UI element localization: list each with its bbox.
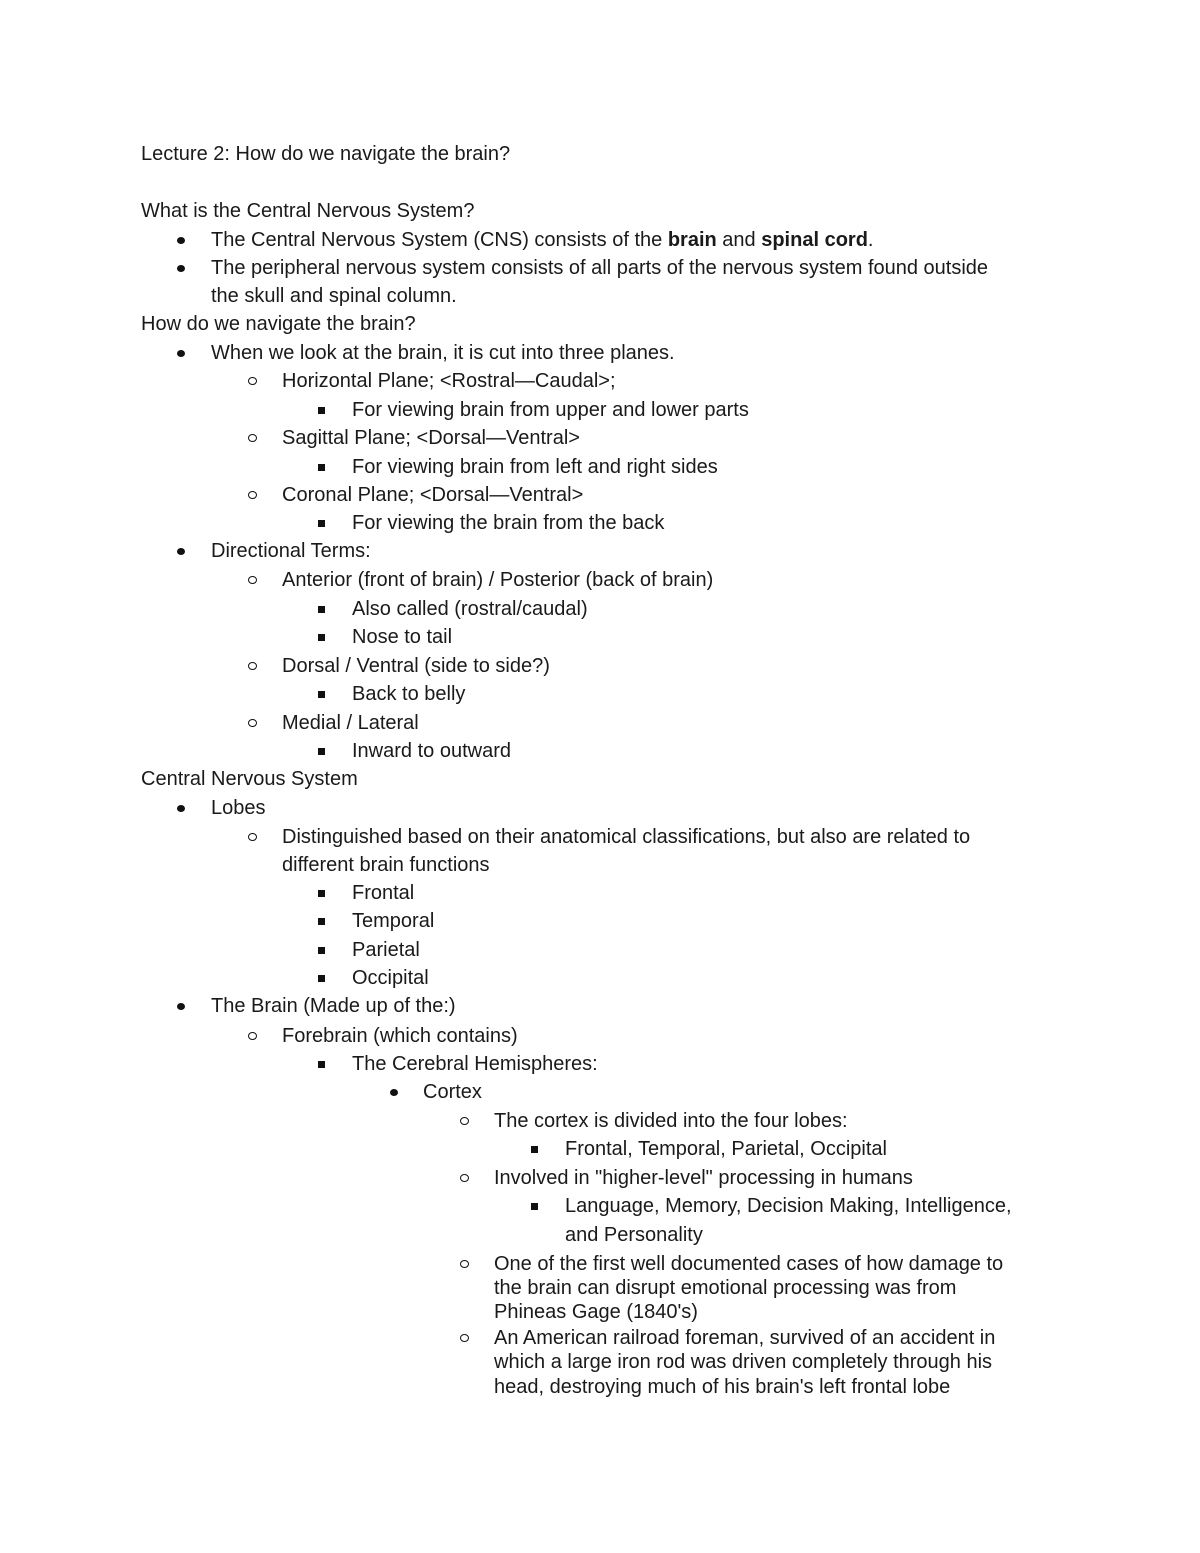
circle-bullet-icon [248, 662, 257, 670]
list-item-occipital: Occipital [352, 967, 429, 989]
list-item-cerebral-hemispheres: The Cerebral Hemispheres: [352, 1053, 598, 1075]
list-item-case-line1: One of the first well documented cases of how damage to [494, 1253, 1004, 1275]
circle-bullet-icon [248, 1032, 257, 1040]
bold-term-spinal-cord: spinal cord [761, 229, 868, 251]
list-item-planes: When we look at the brain, it is cut into three planes. [211, 342, 675, 364]
list-item-anterior-posterior: Anterior (front of brain) / Posterior (back of brain) [282, 569, 714, 591]
square-bullet-icon [531, 1146, 538, 1153]
square-bullet-icon [318, 947, 325, 954]
square-bullet-icon [318, 975, 325, 982]
list-item-dorsal-ventral: Dorsal / Ventral (side to side?) [282, 655, 550, 677]
square-bullet-icon [318, 1061, 325, 1068]
list-item-railroad-line3: head, destroying much of his brain's left frontal lobe [494, 1376, 951, 1398]
list-item-railroad-line1: An American railroad foreman, survived of an accident in [494, 1327, 996, 1349]
circle-bullet-icon [248, 377, 257, 385]
list-item-pns-line2: the skull and spinal column. [211, 285, 457, 307]
square-bullet-icon [318, 748, 325, 755]
square-bullet-icon [318, 520, 325, 527]
circle-bullet-icon [248, 576, 257, 584]
disc-bullet-icon [177, 350, 185, 357]
list-item-pns-line1: The peripheral nervous system consists of all parts of the nervous system found outside [211, 257, 989, 279]
list-item-coronal-plane: Coronal Plane; <Dorsal—Ventral> [282, 484, 584, 506]
circle-bullet-icon [248, 719, 257, 727]
square-bullet-icon [318, 464, 325, 471]
section-heading-central: Central Nervous System [141, 768, 358, 790]
list-item-text: . [867, 229, 874, 251]
list-item-frontal: Frontal [352, 882, 415, 904]
list-item-case-line2: the brain can disrupt emotional processing was from [494, 1277, 957, 1299]
square-bullet-icon [318, 691, 325, 698]
list-item-cortex-lobes: Frontal, Temporal, Parietal, Occipital [565, 1138, 887, 1160]
section-heading-navigate: How do we navigate the brain? [141, 313, 416, 335]
square-bullet-icon [318, 918, 325, 925]
disc-bullet-icon [177, 237, 185, 244]
list-item-cortex-divided: The cortex is divided into the four lobes: [494, 1110, 848, 1132]
list-item-directional-terms: Directional Terms: [211, 540, 371, 562]
disc-bullet-icon [177, 805, 185, 812]
circle-bullet-icon [460, 1174, 469, 1182]
list-item-sagittal-desc: For viewing brain from left and right sides [352, 456, 718, 478]
list-item-lobes-desc-line2: different brain functions [282, 854, 490, 876]
list-item-text: The Central Nervous System (CNS) consists of the [211, 229, 668, 251]
square-bullet-icon [531, 1203, 538, 1210]
list-item-forebrain: Forebrain (which contains) [282, 1025, 518, 1047]
list-item-higher-level-sub-line2: and Personality [565, 1224, 703, 1246]
list-item-parietal: Parietal [352, 939, 420, 961]
disc-bullet-icon [390, 1089, 398, 1096]
list-item-sagittal-plane: Sagittal Plane; <Dorsal—Ventral> [282, 427, 580, 449]
section-heading-cns: What is the Central Nervous System? [141, 200, 475, 222]
list-item-case-line3: Phineas Gage (1840's) [494, 1301, 698, 1323]
list-item-coronal-desc: For viewing the brain from the back [352, 512, 665, 534]
list-item-railroad-line2: which a large iron rod was driven completely through his [494, 1351, 993, 1373]
disc-bullet-icon [177, 265, 185, 272]
list-item-medial-lateral: Medial / Lateral [282, 712, 419, 734]
disc-bullet-icon [177, 548, 185, 555]
circle-bullet-icon [248, 434, 257, 442]
list-item-higher-level: Involved in "higher-level" processing in humans [494, 1167, 913, 1189]
square-bullet-icon [318, 606, 325, 613]
list-item-temporal: Temporal [352, 910, 435, 932]
list-item-lobes-desc-line1: Distinguished based on their anatomical classifications, but also are related to [282, 826, 971, 848]
list-item-rostral-caudal: Also called (rostral/caudal) [352, 598, 588, 620]
square-bullet-icon [318, 634, 325, 641]
circle-bullet-icon [248, 491, 257, 499]
list-item-horizontal-plane: Horizontal Plane; <Rostral—Caudal>; [282, 370, 616, 392]
list-item-back-to-belly: Back to belly [352, 683, 466, 705]
list-item-lobes: Lobes [211, 797, 266, 819]
bold-term-brain: brain [667, 229, 717, 251]
circle-bullet-icon [460, 1260, 469, 1268]
circle-bullet-icon [460, 1334, 469, 1342]
disc-bullet-icon [177, 1003, 185, 1010]
square-bullet-icon [318, 890, 325, 897]
list-item-cns-definition [211, 228, 873, 252]
list-item-horizontal-desc: For viewing brain from upper and lower parts [352, 399, 749, 421]
circle-bullet-icon [248, 833, 257, 841]
circle-bullet-icon [460, 1117, 469, 1125]
list-item-cortex: Cortex [423, 1081, 482, 1103]
list-item-the-brain: The Brain (Made up of the:) [211, 995, 456, 1017]
list-item-nose-to-tail: Nose to tail [352, 626, 453, 648]
list-item-text: and [716, 229, 762, 251]
document-title: Lecture 2: How do we navigate the brain? [141, 143, 511, 165]
list-item-higher-level-sub-line1: Language, Memory, Decision Making, Intelligence, [565, 1195, 1012, 1217]
square-bullet-icon [318, 407, 325, 414]
list-item-inward-outward: Inward to outward [352, 740, 511, 762]
